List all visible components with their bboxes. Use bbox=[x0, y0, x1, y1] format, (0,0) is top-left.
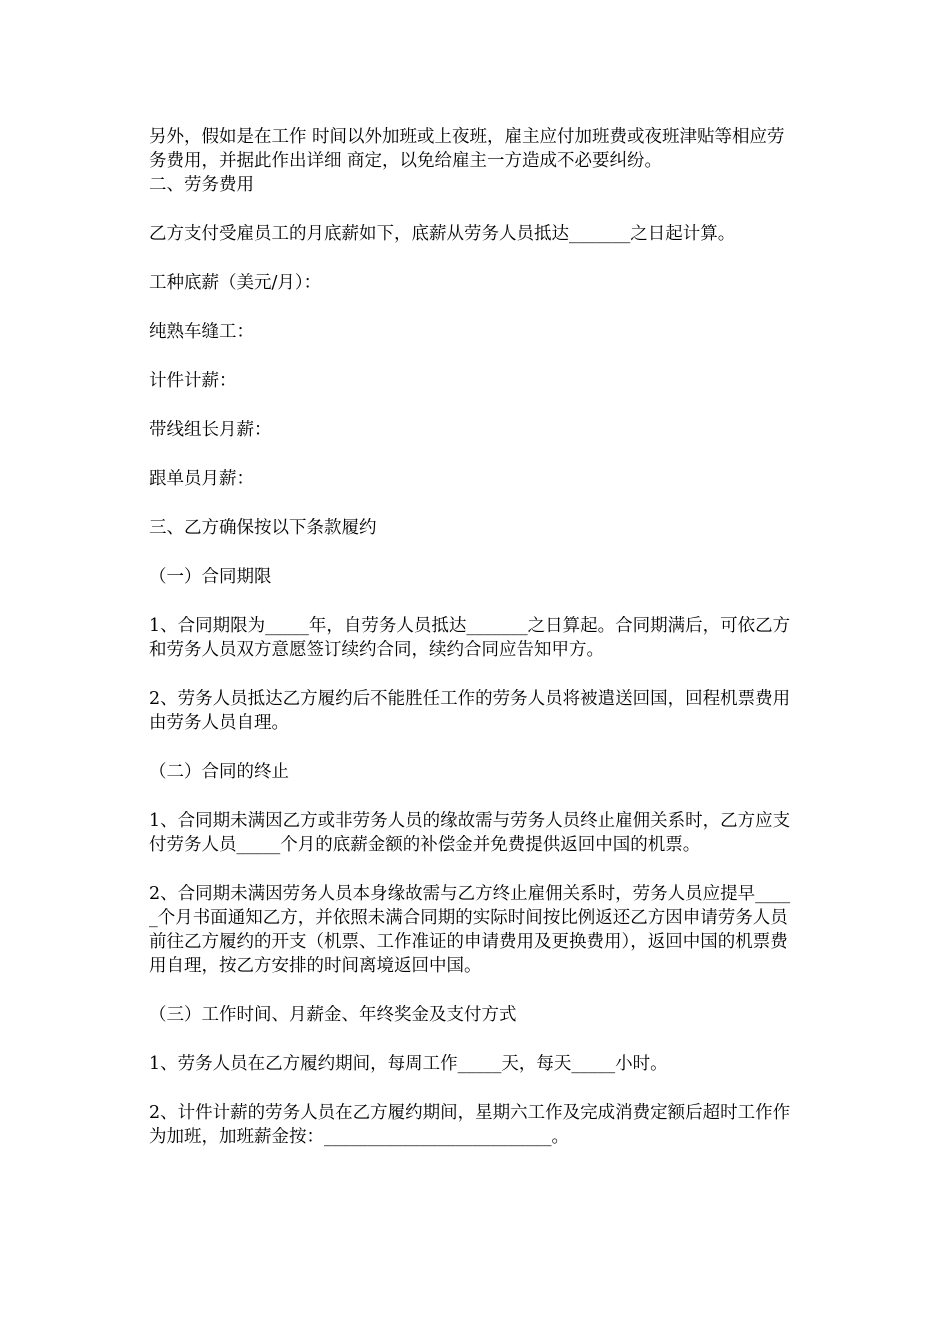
paragraph-contract-term-1: 1、合同期限为_____年，自劳务人员抵达_______之日算起。合同期满后，可依乙方和劳务人员双方意愿签订续约合同，续约合同应告知甲方。 bbox=[149, 616, 791, 660]
paragraph-salary-table-heading: 工种底薪（美元/月）： bbox=[149, 273, 322, 293]
paragraph-termination-1: 1、合同期未满因乙方或非劳务人员的缘故需与劳务人员终止雇佣关系时，乙方应支付劳务人员_____个月的底薪金额的补偿金并免费提供返回中国的机票。 bbox=[149, 811, 791, 855]
paragraph-overtime-note: 另外，假如是在工作 时间以外加班或上夜班，雇主应付加班费或夜班津贴等相应劳务费用，并据此作出详细 商定，以免给雇主一方造成不必要纠纷。 bbox=[149, 127, 785, 171]
subsection-heading-termination: （二）合同的终止 bbox=[149, 762, 289, 782]
paragraph-piece-rate: 计件计薪： bbox=[149, 371, 237, 391]
subsection-heading-contract-term: （一）合同期限 bbox=[149, 567, 272, 587]
paragraph-line-leader: 带线组长月薪： bbox=[149, 420, 272, 440]
paragraph-merchandiser: 跟单员月薪： bbox=[149, 469, 254, 489]
paragraph-working-time-2: 2、计件计薪的劳务人员在乙方履约期间，星期六工作及完成消费定额后超时工作作为加班，加班薪金按：__________________________。 bbox=[149, 1103, 791, 1147]
paragraph-base-salary: 乙方支付受雇员工的月底薪如下，底薪从劳务人员抵达_______之日起计算。 bbox=[149, 224, 736, 244]
section-heading-labor-fees: 二、劳务费用 bbox=[149, 175, 254, 195]
document-body bbox=[149, 125, 797, 1149]
paragraph-working-time-1: 1、劳务人员在乙方履约期间，每周工作_____天，每天_____小时。 bbox=[149, 1054, 668, 1074]
paragraph-skilled-sewer: 纯熟车缝工： bbox=[149, 322, 254, 342]
section-heading-performance-terms: 三、乙方确保按以下条款履约 bbox=[149, 518, 377, 538]
paragraph-contract-term-2: 2、劳务人员抵达乙方履约后不能胜任工作的劳务人员将被遣送回国，回程机票费用由劳务人员自理。 bbox=[149, 689, 791, 733]
subsection-heading-working-time: （三）工作时间、月薪金、年终奖金及支付方式 bbox=[149, 1005, 517, 1025]
paragraph-termination-2: 2、合同期未满因劳务人员本身缘故需与乙方终止雇佣关系时，劳务人员应提早_____个月书面通知乙方，并依照未满合同期的实际时间按比例返还乙方因申请劳务人员前往乙方履约的开支（机票、工作准证的申请费用及更换费用），返回中国的机票费用自理，按乙方安排的时间离境返回中国。 bbox=[149, 884, 791, 976]
